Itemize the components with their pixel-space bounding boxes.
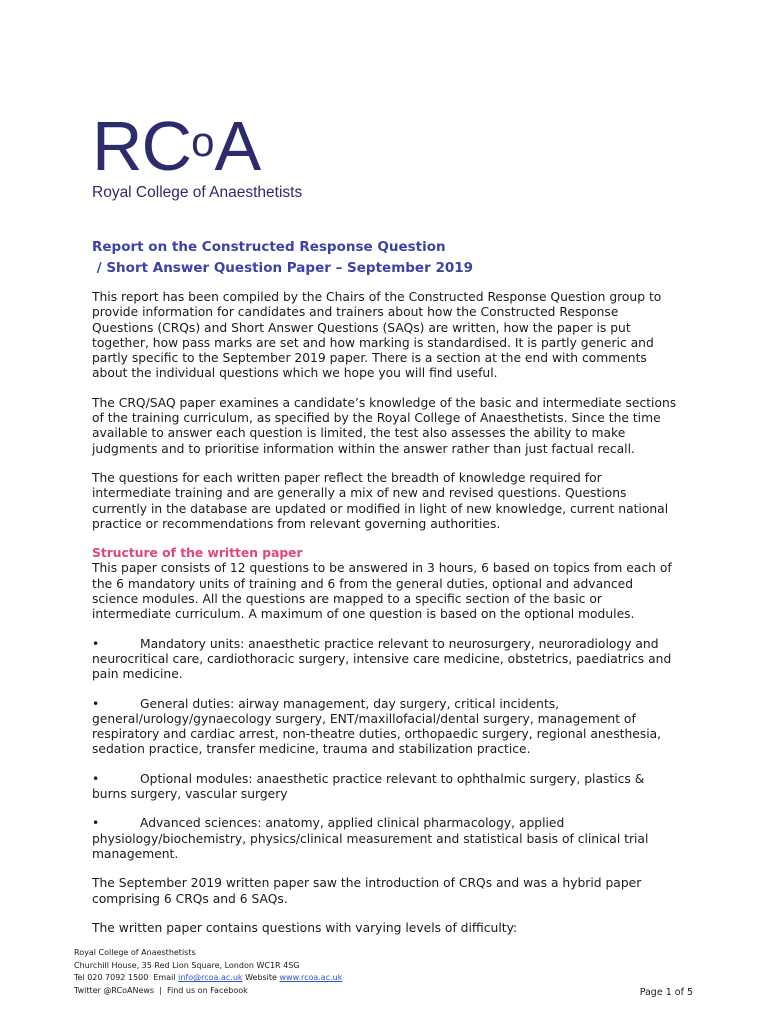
intro-paragraph-3: The questions for each written paper reflect the breadth of knowledge required for intermediate training and are generally a mix of new and revised questions. Questions currently in the database are updated or modified in light of new knowledge, current national practice or recommendations from relevant governing authorities.	[92, 470, 669, 531]
bullet-text: Advanced sciences: anatomy, applied clinical pharmacology, applied physiology/biochemistry, physics/clinical measurement and statistical basis of clinical trial management.	[92, 816, 649, 861]
bullet-icon: •	[92, 696, 100, 711]
bullet-text: General duties: airway management, day surgery, critical incidents, general/urology/gynaecology surgery, ENT/maxillofacial/dental surgery, management of respiratory and cardiac arrest, non-theatre duties, orthopaedic surgery, regional anesthesia, sedation practice, transfer medicine, trauma and stabilization practice.	[92, 696, 662, 757]
bullet-text: Mandatory units: anaesthetic practice relevant to neurosurgery, neuroradiology and neurocritical care, cardiothoracic surgery, intensive care medicine, obstetrics, paediatrics and pain medicine.	[92, 636, 672, 682]
rcoa-logo	[92, 108, 302, 202]
footer-social: Twitter @RCoANews | Find us on Facebook	[74, 985, 248, 995]
intro-paragraph-2: The CRQ/SAQ paper examines a candidate’s knowledge of the basic and intermediate sections of the training curriculum, as specified by the Royal College of Anaesthetists. Since the time available to answer each question is limited, the test also assesses the ability to make judgments and to prioritise information within the answer rather than just factual recall.	[92, 395, 677, 456]
bullet-icon: •	[92, 636, 100, 651]
footer-address: Churchill House, 35 Red Lion Square, London WC1R 4SG	[74, 960, 300, 970]
bullet-item-advanced-sciences	[92, 816, 682, 862]
intro-paragraph-1: This report has been compiled by the Chairs of the Constructed Response Question group to provide information for candidates and trainers about how the Constructed Response Questions (CRQs) and Short Answer Questions (SAQs) are written, how the paper is put together, how pass marks are set and how marking is standardised. It is partly generic and partly specific to the September 2019 paper. There is a section at the end with comments about the individual questions which we hope you will find useful.	[92, 290, 662, 381]
footer-tel-label: Tel 020 7092 1500 Email	[74, 973, 179, 982]
bullet-item-optional	[92, 772, 682, 803]
report-title-line-1: Report on the Constructed Response Question	[92, 239, 446, 255]
report-title-line-2: / Short Answer Question Paper – September 2019	[92, 260, 474, 276]
logo-letter-a: A	[214, 107, 261, 185]
bullet-icon: •	[92, 771, 100, 786]
email-link[interactable]: info@rcoa.ac.uk	[178, 973, 243, 982]
structure-paragraph: This paper consists of 12 questions to be answered in 3 hours, 6 based on topics from each of the 6 mandatory units of training and 6 from the general duties, optional and advanced science modules. All the questions are mapped to a specific section of the basic or intermediate curriculum. A maximum of one question is based on the optional modules.	[92, 561, 672, 622]
logo-letters-rc: RC	[92, 107, 192, 185]
logo-tagline: Royal College of Anaesthetists	[92, 184, 303, 201]
logo-mark	[92, 107, 302, 185]
bullet-icon: •	[92, 816, 100, 831]
bullet-item-mandatory	[92, 637, 682, 683]
logo-letter-o: o	[191, 118, 215, 165]
bullet-text: Optional modules: anaesthetic practice relevant to ophthalmic surgery, plastics & burns surgery, vascular surgery	[92, 771, 645, 802]
report-title	[92, 237, 473, 279]
section-heading-structure: Structure of the written paper	[92, 546, 303, 561]
footer-website-label: Website	[242, 973, 280, 982]
difficulty-paragraph: The written paper contains questions with varying levels of difficulty:	[92, 920, 518, 935]
document-body	[92, 290, 682, 950]
hybrid-paper-paragraph: The September 2019 written paper saw the introduction of CRQs and was a hybrid paper comprising 6 CRQs and 6 SAQs.	[92, 876, 642, 906]
bullet-item-general-duties	[92, 697, 682, 758]
footer-contact	[74, 972, 704, 985]
page-number: Page 1 of 5	[639, 987, 693, 998]
website-link[interactable]: www.rcoa.ac.uk	[279, 973, 343, 982]
page-footer	[74, 947, 704, 997]
footer-org: Royal College of Anaesthetists	[74, 948, 196, 957]
